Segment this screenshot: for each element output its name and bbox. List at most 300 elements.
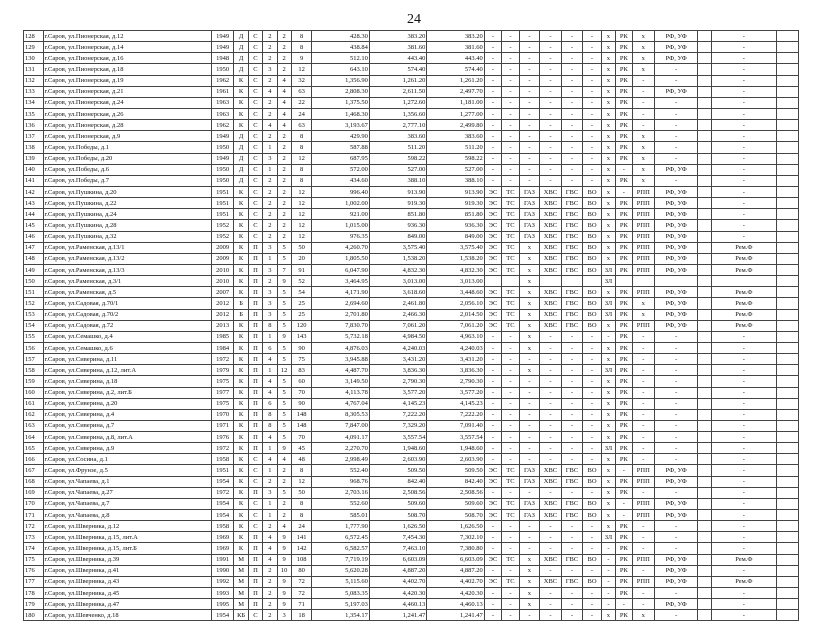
table-cell: - (655, 420, 698, 431)
table-cell (777, 376, 799, 387)
table-cell (698, 354, 711, 365)
table-cell: 9 (277, 599, 291, 610)
table-cell: - (540, 142, 562, 153)
table-cell: - (519, 97, 540, 108)
table-cell (777, 86, 799, 97)
table-cell: 1958 (211, 521, 234, 532)
table-cell: К (234, 253, 248, 264)
table-cell: х (519, 565, 540, 576)
table-row (24, 86, 799, 97)
table-cell: 687.95 (312, 153, 369, 164)
table-cell: - (655, 543, 698, 554)
table-cell: - (484, 164, 501, 175)
table-cell (698, 487, 711, 498)
table-cell: х (632, 42, 655, 53)
table-cell: 3,448.60 (427, 287, 484, 298)
table-cell (777, 253, 799, 264)
table-cell: - (502, 75, 519, 86)
table-cell (777, 588, 799, 599)
table-cell: РК (616, 354, 632, 365)
table-cell: 552.60 (312, 498, 369, 509)
table-cell: РК (616, 264, 632, 275)
table-cell: 383.20 (369, 31, 426, 42)
table-cell: - (484, 443, 501, 454)
table-cell: 12 (291, 64, 312, 75)
table-cell: К (234, 342, 248, 353)
table-cell: 140 (24, 164, 44, 175)
table-cell: 2,701.80 (312, 309, 369, 320)
table-cell (777, 242, 799, 253)
table-cell: 25 (291, 309, 312, 320)
table-cell (698, 532, 711, 543)
table-cell: - (561, 588, 583, 599)
table-cell: - (561, 86, 583, 97)
table-cell: Рем.Ф (711, 320, 777, 331)
table-cell: 2,508.56 (427, 487, 484, 498)
table-cell: 2 (263, 97, 277, 108)
table-cell: 7,222.20 (369, 409, 426, 420)
table-cell: 12 (291, 209, 312, 220)
table-cell (698, 287, 711, 298)
table-cell: 12 (291, 186, 312, 197)
table-cell: С (248, 610, 262, 621)
table-cell: х (519, 554, 540, 565)
table-cell: х (601, 31, 615, 42)
table-cell: 7,329.20 (369, 420, 426, 431)
table-cell: 1976 (211, 432, 234, 443)
table-cell (698, 31, 711, 42)
table-cell: С (248, 231, 262, 242)
table-cell: - (540, 376, 562, 387)
table-cell (698, 264, 711, 275)
table-cell: 4,460.13 (427, 599, 484, 610)
table-cell: РК (616, 131, 632, 142)
table-cell: 919.30 (427, 198, 484, 209)
table-cell: - (561, 342, 583, 353)
table-cell: - (655, 409, 698, 420)
table-cell: - (502, 53, 519, 64)
table-cell: С (248, 42, 262, 53)
table-cell: - (519, 53, 540, 64)
table-cell: 2013 (211, 320, 234, 331)
table-cell: 4 (277, 86, 291, 97)
table-cell: К (234, 86, 248, 97)
table-cell: М (234, 599, 248, 610)
table-cell: х (601, 209, 615, 220)
table-row (24, 53, 799, 64)
table-cell: Рем.Ф (711, 309, 777, 320)
table-cell: 4 (277, 454, 291, 465)
table-cell: г.Саров, ул.Сиверина, д.11 (43, 354, 211, 365)
table-cell: 1970 (211, 409, 234, 420)
table-cell: 1985 (211, 331, 234, 342)
table-cell: РК (616, 86, 632, 97)
table-cell: С (248, 64, 262, 75)
table-cell: х (632, 309, 655, 320)
table-cell: 2 (277, 164, 291, 175)
table-cell: К (234, 498, 248, 509)
table-cell: г.Саров, ул.Шверника, д.39 (43, 554, 211, 565)
table-cell: - (583, 454, 601, 465)
table-cell: К (234, 443, 248, 454)
table-cell: 3,149.50 (312, 376, 369, 387)
table-cell: - (632, 487, 655, 498)
table-cell: - (519, 142, 540, 153)
table-cell: К (234, 120, 248, 131)
table-cell: х (519, 365, 540, 376)
table-cell (698, 599, 711, 610)
table-cell: - (561, 64, 583, 75)
table-cell: - (540, 153, 562, 164)
table-cell: 1950 (211, 175, 234, 186)
table-row (24, 476, 799, 487)
table-cell: - (484, 454, 501, 465)
table-cell: - (502, 432, 519, 443)
table-cell: 141 (24, 175, 44, 186)
table-cell (777, 521, 799, 532)
table-cell: г.Саров, ул.Пионерская, д.19 (43, 75, 211, 86)
table-cell: С (248, 31, 262, 42)
table-cell: ЭС (484, 264, 501, 275)
table-cell: 20 (291, 253, 312, 264)
table-cell: 1949 (211, 131, 234, 142)
table-cell: - (583, 42, 601, 53)
table-cell: 1975 (211, 376, 234, 387)
table-cell (698, 131, 711, 142)
table-cell: - (655, 443, 698, 454)
table-cell: 3 (277, 610, 291, 621)
table-cell: ТС (502, 198, 519, 209)
table-cell: 2 (263, 220, 277, 231)
table-cell: - (601, 554, 615, 565)
table-row (24, 543, 799, 554)
table-cell: - (616, 465, 632, 476)
table-cell (616, 276, 632, 287)
table-cell: 1,015.00 (312, 220, 369, 231)
table-cell: 5 (277, 420, 291, 431)
table-cell: 2 (263, 476, 277, 487)
table-cell: РПП (632, 198, 655, 209)
table-cell: П (248, 387, 262, 398)
table-cell: 145 (24, 220, 44, 231)
table-cell: 919.30 (369, 198, 426, 209)
table-cell (698, 186, 711, 197)
table-cell: 163 (24, 420, 44, 431)
table-cell: 1,375.50 (312, 97, 369, 108)
table-row (24, 365, 799, 376)
table-cell (540, 276, 562, 287)
table-cell: РК (616, 120, 632, 131)
table-cell: 2 (277, 175, 291, 186)
table-cell: - (632, 532, 655, 543)
table-cell: - (616, 510, 632, 521)
table-cell: - (583, 588, 601, 599)
table-cell: 3,431.20 (427, 354, 484, 365)
table-cell: - (502, 610, 519, 621)
table-cell: 643.10 (312, 64, 369, 75)
table-cell: 2,466.30 (369, 309, 426, 320)
table-row (24, 454, 799, 465)
table-cell: 147 (24, 242, 44, 253)
table-cell (777, 53, 799, 64)
table-row (24, 186, 799, 197)
table-cell: РПП (632, 264, 655, 275)
table-row (24, 599, 799, 610)
table-cell: ГВС (561, 498, 583, 509)
table-row (24, 120, 799, 131)
table-cell: - (632, 543, 655, 554)
table-cell: С (248, 153, 262, 164)
table-cell: - (502, 31, 519, 42)
table-cell: ТС (502, 253, 519, 264)
table-cell: 1962 (211, 120, 234, 131)
table-cell: 60 (291, 376, 312, 387)
table-cell: С (248, 220, 262, 231)
table-cell: - (711, 220, 777, 231)
table-cell: - (484, 108, 501, 119)
table-cell (698, 164, 711, 175)
table-cell: 1951 (211, 209, 234, 220)
table-cell: - (540, 342, 562, 353)
table-cell: РПП (632, 186, 655, 197)
table-cell: 7,091.40 (427, 420, 484, 431)
table-cell: РК (616, 175, 632, 186)
table-cell: ЭС (484, 231, 501, 242)
table-cell: х (601, 432, 615, 443)
table-cell: ГАЗ (519, 231, 540, 242)
table-cell: 5 (277, 387, 291, 398)
table-cell (698, 198, 711, 209)
table-cell: 1948 (211, 53, 234, 64)
table-cell: - (711, 376, 777, 387)
table-cell: 3,431.20 (369, 354, 426, 365)
table-cell: 587.88 (312, 142, 369, 153)
table-cell: 1950 (211, 164, 234, 175)
table-cell: К (234, 365, 248, 376)
table-cell (698, 409, 711, 420)
table-cell: - (583, 64, 601, 75)
table-cell: С (248, 86, 262, 97)
table-cell: 2,611.50 (369, 86, 426, 97)
table-cell: П (248, 264, 262, 275)
table-cell: - (540, 365, 562, 376)
table-cell: х (519, 309, 540, 320)
table-cell: 1991 (211, 554, 234, 565)
table-cell: РФ, УФ (655, 298, 698, 309)
table-cell: ГВС (561, 220, 583, 231)
table-cell: С (248, 498, 262, 509)
table-cell: - (561, 565, 583, 576)
table-row (24, 342, 799, 353)
table-cell: К (234, 264, 248, 275)
table-cell: г.Саров, ул.Садовая, д.72 (43, 320, 211, 331)
table-cell: 2 (263, 276, 277, 287)
table-row (24, 31, 799, 42)
table-cell: ЭС (484, 242, 501, 253)
table-cell: ЭС (484, 498, 501, 509)
table-cell: ГВС (561, 242, 583, 253)
table-cell: - (502, 64, 519, 75)
table-cell: С (248, 108, 262, 119)
table-cell: РФ, УФ (655, 576, 698, 587)
table-cell: 12 (291, 231, 312, 242)
table-cell: - (540, 599, 562, 610)
table-cell: К (234, 543, 248, 554)
table-cell: 91 (291, 264, 312, 275)
table-cell: 6,582.57 (312, 543, 369, 554)
table-cell: х (601, 108, 615, 119)
table-cell: 7,222.20 (427, 409, 484, 420)
table-cell: ТС (502, 242, 519, 253)
table-cell: РК (616, 365, 632, 376)
table-cell: - (711, 532, 777, 543)
table-cell: - (711, 476, 777, 487)
table-cell: С (248, 175, 262, 186)
table-cell: ЭС (484, 220, 501, 231)
table-cell (698, 576, 711, 587)
table-cell: 169 (24, 487, 44, 498)
table-cell: 936.30 (369, 220, 426, 231)
table-cell: 1 (263, 510, 277, 521)
table-cell: - (711, 354, 777, 365)
table-cell: 4,460.13 (369, 599, 426, 610)
table-row (24, 387, 799, 398)
table-cell (777, 465, 799, 476)
table-cell: - (540, 543, 562, 554)
table-cell: 2 (277, 198, 291, 209)
table-cell: 3,945.88 (312, 354, 369, 365)
table-cell (698, 398, 711, 409)
table-cell: - (502, 354, 519, 365)
table-cell: 508.70 (427, 510, 484, 521)
table-cell: 434.60 (312, 175, 369, 186)
table-cell: 842.40 (427, 476, 484, 487)
table-cell: - (711, 186, 777, 197)
table-cell: - (561, 75, 583, 86)
table-cell: ВО (583, 186, 601, 197)
table-cell: 5 (277, 487, 291, 498)
table-cell: 1995 (211, 599, 234, 610)
table-cell: 4 (277, 97, 291, 108)
table-cell: - (711, 420, 777, 431)
table-cell: К (234, 186, 248, 197)
table-cell: х (632, 175, 655, 186)
table-cell: - (519, 64, 540, 75)
table-cell: Рем.Ф (711, 264, 777, 275)
table-cell: С (248, 465, 262, 476)
table-cell: 4,240.03 (427, 342, 484, 353)
table-cell: П (248, 588, 262, 599)
table-cell: - (583, 365, 601, 376)
table-row (24, 287, 799, 298)
table-cell: 2 (263, 565, 277, 576)
table-cell: РК (616, 198, 632, 209)
table-cell: 5 (277, 432, 291, 443)
table-cell (698, 108, 711, 119)
table-cell: 2 (277, 31, 291, 42)
table-cell: 3,464.95 (312, 276, 369, 287)
table-cell: - (583, 342, 601, 353)
table-cell: РФ, УФ (655, 231, 698, 242)
table-cell: 2,703.16 (312, 487, 369, 498)
table-cell: 1949 (211, 153, 234, 164)
table-cell: 2 (277, 186, 291, 197)
table-cell: 1969 (211, 532, 234, 543)
table-cell: 172 (24, 521, 44, 532)
table-cell: 83 (291, 365, 312, 376)
table-cell: ЗЛ (601, 365, 615, 376)
table-cell: - (502, 420, 519, 431)
table-cell (698, 242, 711, 253)
table-cell: ВО (583, 298, 601, 309)
table-cell: ГВС (561, 510, 583, 521)
table-cell (698, 120, 711, 131)
table-cell: г.Саров, ул.Чапаева, д.1 (43, 476, 211, 487)
table-cell: 80 (291, 565, 312, 576)
table-cell: 1 (263, 465, 277, 476)
table-cell: С (248, 476, 262, 487)
table-cell: 3,577.20 (427, 387, 484, 398)
table-cell: - (540, 31, 562, 42)
table-cell: г.Саров, ул.Победы, д.1 (43, 142, 211, 153)
table-cell (698, 86, 711, 97)
table-cell: 179 (24, 599, 44, 610)
table-cell: 139 (24, 153, 44, 164)
table-cell (777, 443, 799, 454)
table-cell: - (711, 75, 777, 86)
table-cell: - (711, 198, 777, 209)
table-cell: - (484, 521, 501, 532)
table-cell: - (519, 521, 540, 532)
table-cell: г.Саров, ул.Раменская, д.3/1 (43, 276, 211, 287)
table-cell: г.Саров, ул.Раменская, д.13/2 (43, 253, 211, 264)
table-cell: 8 (291, 131, 312, 142)
table-cell: - (519, 432, 540, 443)
table-cell: РК (616, 565, 632, 576)
table-cell: - (484, 543, 501, 554)
table-row (24, 376, 799, 387)
table-cell: РПП (632, 465, 655, 476)
table-cell: - (655, 588, 698, 599)
table-cell (698, 342, 711, 353)
table-cell: К (234, 510, 248, 521)
table-cell: - (655, 97, 698, 108)
table-cell: ХВС (540, 209, 562, 220)
table-cell: г.Саров, ул.Сиверина, д.18 (43, 376, 211, 387)
table-cell: - (519, 543, 540, 554)
table-cell: х (601, 53, 615, 64)
table-row (24, 42, 799, 53)
table-cell: - (502, 153, 519, 164)
table-cell (698, 521, 711, 532)
table-cell: - (655, 365, 698, 376)
table-cell: 383.20 (427, 31, 484, 42)
table-cell: х (601, 498, 615, 509)
table-cell: - (502, 120, 519, 131)
table-cell (698, 209, 711, 220)
table-cell: М (234, 565, 248, 576)
table-cell: К (234, 75, 248, 86)
table-cell: - (655, 454, 698, 465)
table-cell: ТС (502, 287, 519, 298)
table-cell: 913.90 (427, 186, 484, 197)
table-cell: - (655, 342, 698, 353)
table-cell: 148 (291, 420, 312, 431)
table-cell: ВО (583, 309, 601, 320)
table-cell: х (632, 153, 655, 164)
table-cell: - (711, 387, 777, 398)
table-cell: - (519, 420, 540, 431)
